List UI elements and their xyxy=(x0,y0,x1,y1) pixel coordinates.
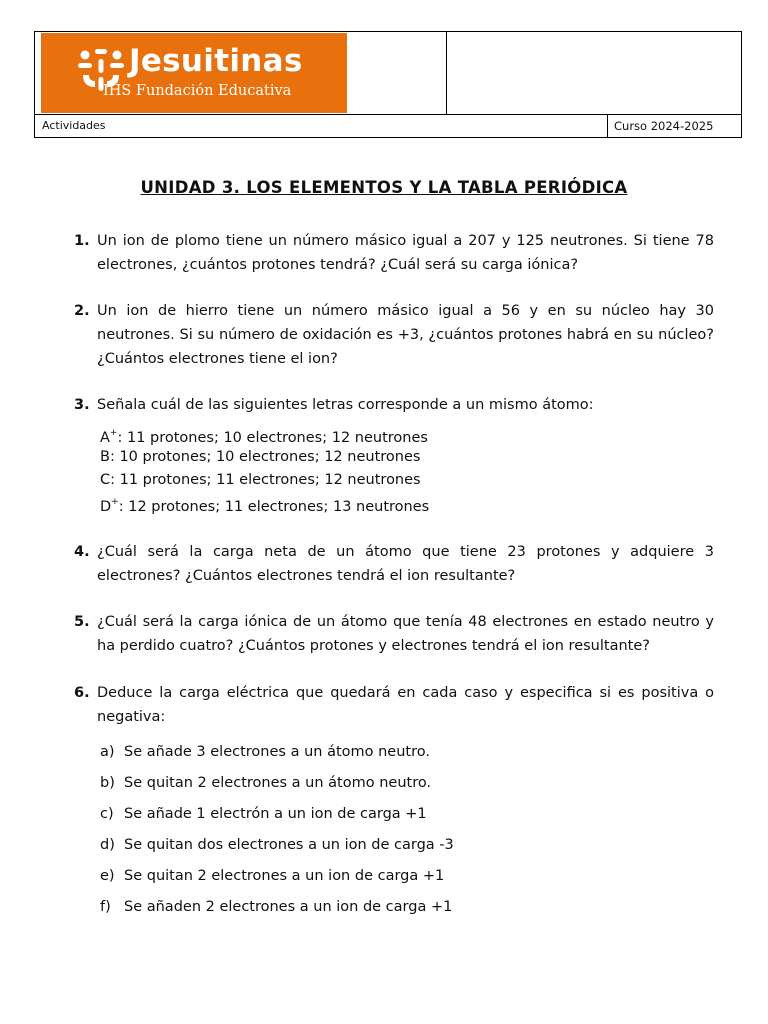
question-1 xyxy=(74,229,714,277)
question-number: 1. xyxy=(74,233,90,249)
option-b: B: 10 protones; 10 electrones; 12 neutrones xyxy=(100,449,421,465)
question-number: 2. xyxy=(74,303,90,319)
page-title xyxy=(0,178,768,197)
option-c: C: 11 protones; 11 electrones; 12 neutrones xyxy=(100,472,421,488)
item-f: f) Se añaden 2 electrones a un ion de carga +1 xyxy=(100,899,453,915)
document-header xyxy=(34,31,742,138)
header-divider xyxy=(35,114,741,115)
question-number: 4. xyxy=(74,544,90,560)
question-5 xyxy=(74,610,714,658)
logo-name: Jesuitinas xyxy=(129,43,303,79)
header-divider xyxy=(446,32,447,114)
question-text: Deduce la carga eléctrica que quedará en cada caso y especifica si es positiva o negativa: xyxy=(97,685,714,725)
logo xyxy=(41,33,347,113)
question-text: ¿Cuál será la carga iónica de un átomo que tenía 48 electrones en estado neutro y ha perdido cuatro? ¿Cuántos protones y electrones tendrá el ion resultante? xyxy=(97,614,714,654)
question-text: Un ion de plomo tiene un número másico igual a 207 y 125 neutrones. Si tiene 78 electrones, ¿cuántos protones tendrá? ¿Cuál será su carga iónica? xyxy=(97,233,714,273)
header-divider xyxy=(607,114,608,137)
item-e: e) Se quitan 2 electrones a un ion de carga +1 xyxy=(100,868,445,884)
item-d: d) Se quitan dos electrones a un ion de carga -3 xyxy=(100,837,454,853)
course-label: Curso 2024-2025 xyxy=(614,119,714,133)
item-b: b) Se quitan 2 electrones a un átomo neutro. xyxy=(100,775,432,791)
question-text: Señala cuál de las siguientes letras corresponde a un mismo átomo: xyxy=(97,397,594,413)
question-3 xyxy=(74,393,714,417)
item-c: c) Se añade 1 electrón a un ion de carga +1 xyxy=(100,806,427,822)
question-text: Un ion de hierro tiene un número másico igual a 56 y en su núcleo hay 30 neutrones. Si su número de oxidación es +3, ¿cuántos protones habrá en su núcleo? ¿Cuántos electrones tiene el ion? xyxy=(97,303,714,367)
question-number: 3. xyxy=(74,397,90,413)
question-text: ¿Cuál será la carga neta de un átomo que tiene 23 protones y adquiere 3 electrones? ¿Cuántos electrones tendrá el ion resultante? xyxy=(97,544,714,584)
question-6 xyxy=(74,681,714,729)
option-d: D+: 12 protones; 11 electrones; 13 neutrones xyxy=(100,497,430,515)
item-a: a) Se añade 3 electrones a un átomo neutro. xyxy=(100,744,430,760)
page-title-text: UNIDAD 3. LOS ELEMENTOS Y LA TABLA PERIÓDICA xyxy=(140,178,628,197)
option-a: A+: 11 protones; 10 electrones; 12 neutrones xyxy=(100,428,428,446)
activity-label: Actividades xyxy=(42,119,106,132)
logo-subtitle: IHS Fundación Educativa xyxy=(103,83,292,99)
question-4 xyxy=(74,540,714,588)
question-2 xyxy=(74,299,714,371)
question-number: 5. xyxy=(74,614,90,630)
question-number: 6. xyxy=(74,685,90,701)
